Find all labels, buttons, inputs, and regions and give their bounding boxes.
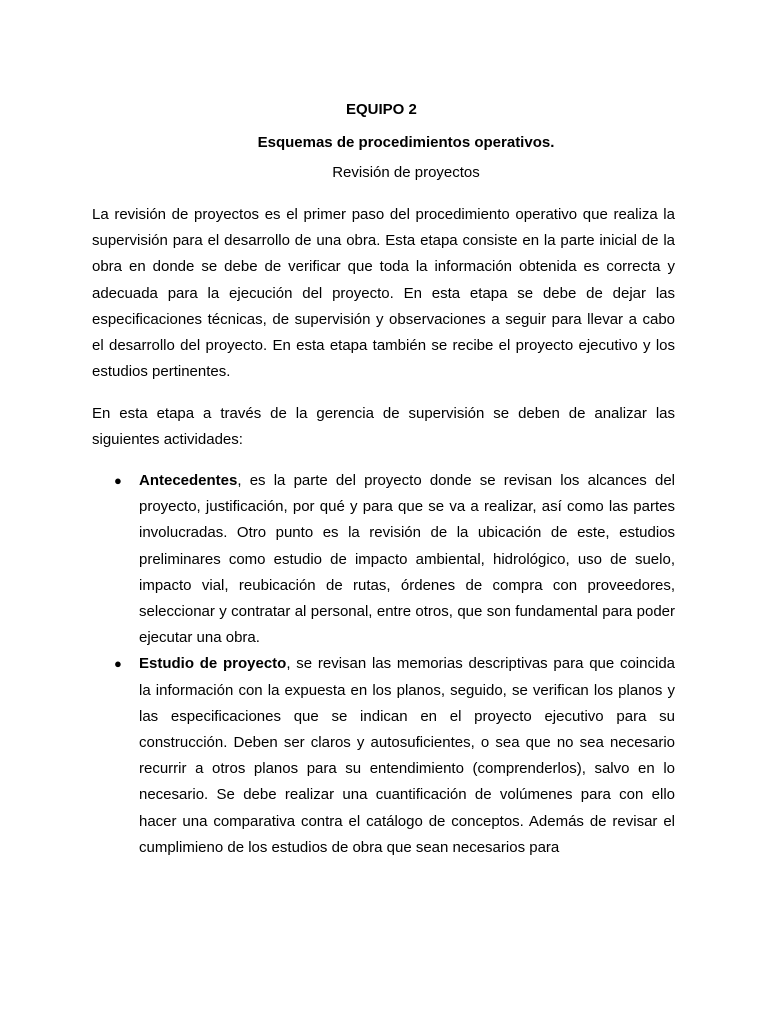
bullet-text: , se revisan las memorias descriptivas para que coincida la información con la expuesta en los planos, seguido, se verifican los planos y las especificaciones que se indican en el proyecto ejecutivo para su construcción. Deben ser claros y autosuficientes, o sea que no sea necesario recurrir a otros planos para su entendimiento (comprenderlos), salvo en lo necesario. Se debe realizar una cuantificación de volúmenes para con ello hacer una comparativa contra el catálogo de conceptos. Además de revisar el cumplimieno de los estudios de obra que sean necesarios para xyxy=(139,655,676,856)
list-item-estudio-de-proyecto xyxy=(92,651,675,861)
team-heading: EQUIPO 2 xyxy=(346,101,417,118)
document-title: Esquemas de procedimientos operativos. xyxy=(257,134,555,151)
document-subtitle: Revisión de proyectos xyxy=(332,164,480,181)
activities-intro-paragraph: En esta etapa a través de la gerencia de supervisión se deben de analizar las siguientes actividades: xyxy=(92,405,675,449)
bullet-icon: ● xyxy=(114,656,122,672)
bullet-term: Antecedentes xyxy=(139,472,238,489)
bullet-icon: ● xyxy=(114,473,122,488)
bullet-term: Estudio de proyecto xyxy=(139,655,287,673)
bullet-text: , es la parte del proyecto donde se revisan los alcances del proyecto, justificación, por qué y para que se va a realizar, así como las partes involucradas. Otro punto es la revisión de la ubicación de este, estudios preliminares como estudio de impacto ambiental, hidrológico, uso de suelo, impacto vial, reubicación de rutas, órdenes de compra con proveedores, seleccionar y contratar al personal, entre otros, que son fundamental para poder ejecutar una obra. xyxy=(139,472,675,647)
activities-list xyxy=(92,468,675,861)
list-item-antecedentes xyxy=(92,468,675,651)
intro-paragraph: La revisión de proyectos es el primer paso del procedimiento operativo que realiza la supervisión para el desarrollo de una obra. Esta etapa consiste en la parte inicial de la obra en donde se debe de verificar que toda la información obtenida es correcta y adecuada para la ejecución del proyecto. En esta etapa se debe de dejar las especificaciones técnicas, de supervisión y observaciones a seguir para llevar a cabo el desarrollo del proyecto. En esta etapa también se recibe el proyecto ejecutivo y los estudios pertinentes. xyxy=(92,206,675,381)
